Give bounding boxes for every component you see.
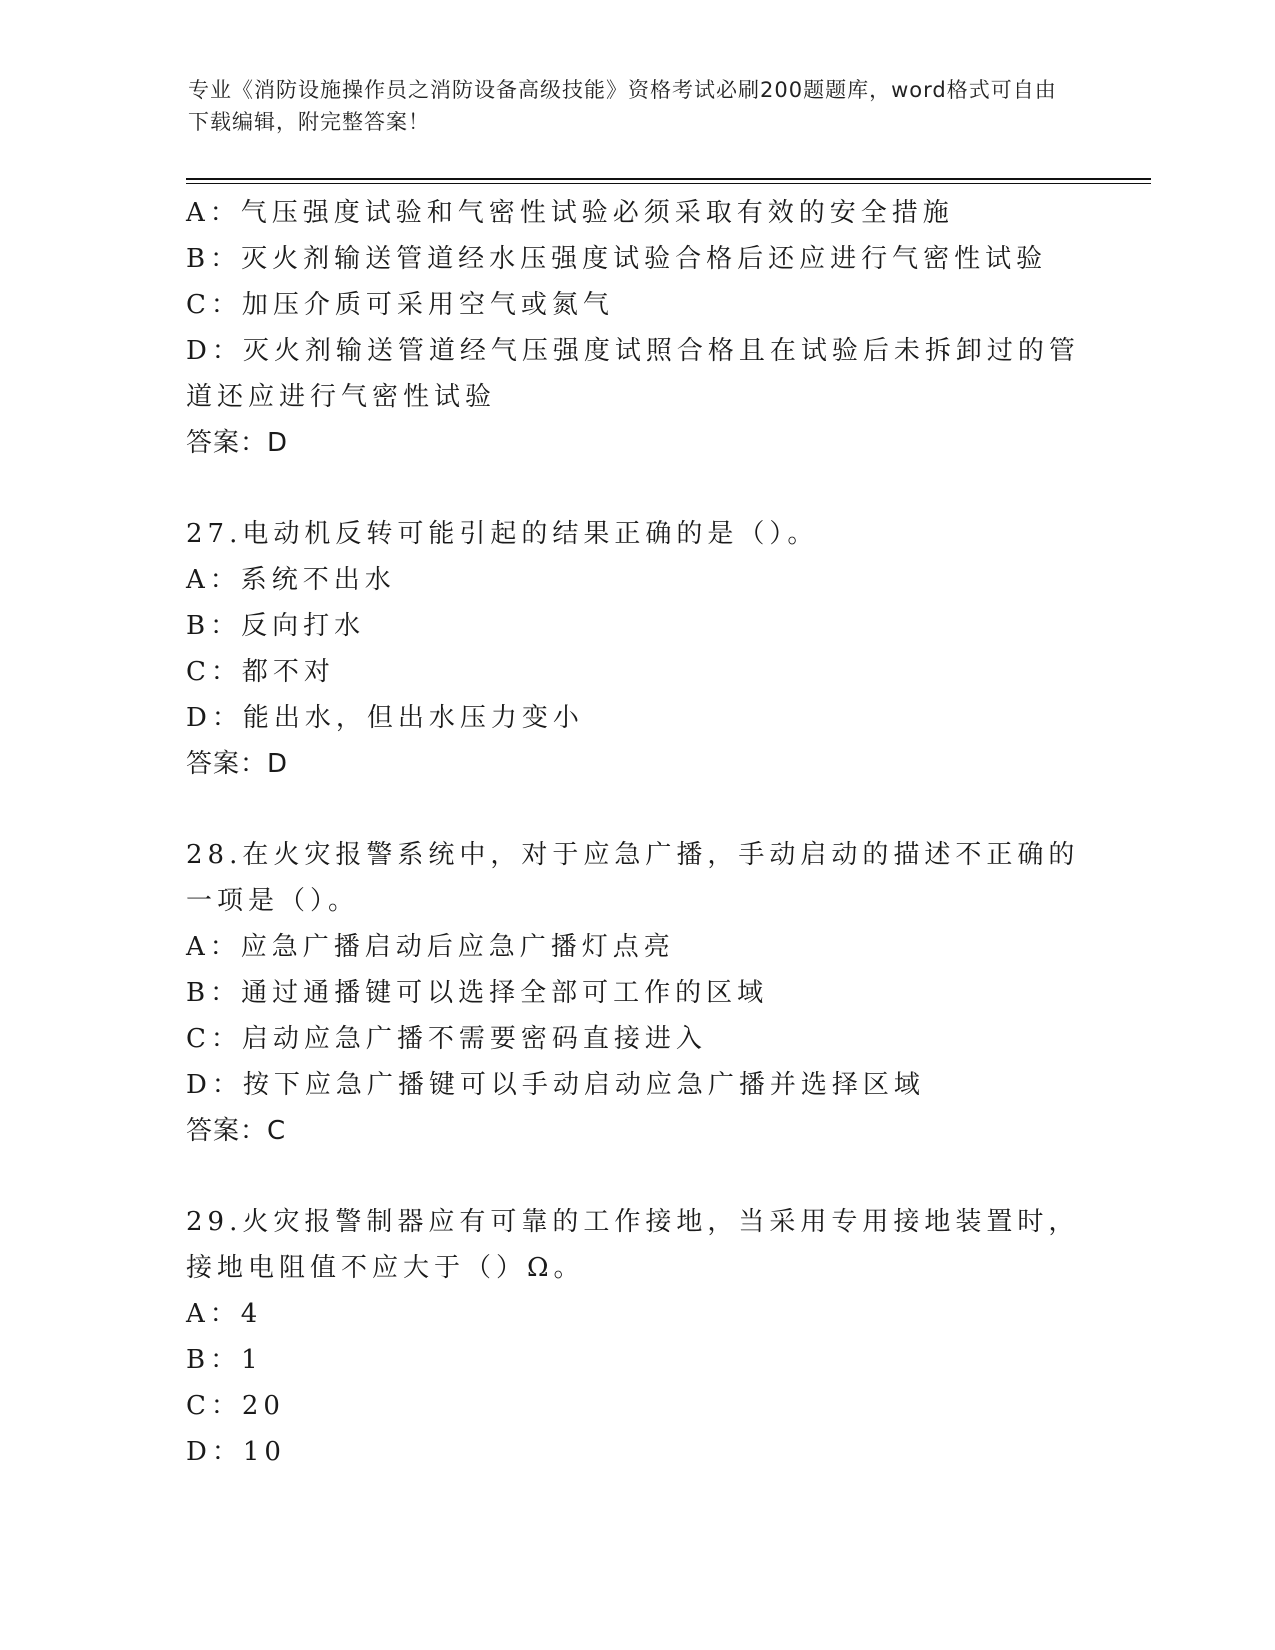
question-block-28: [186, 832, 1086, 1154]
header-rule-thin: [186, 183, 1151, 184]
option-a: A：4: [186, 1299, 263, 1329]
answer-line: 答案：C: [186, 1116, 287, 1146]
option-a: A：气压强度试验和气密性试验必须采取有效的安全措施: [186, 198, 954, 228]
option-c: C：启动应急广播不需要密码直接进入: [186, 1024, 707, 1054]
spacer: [186, 1154, 1086, 1199]
spacer: [186, 466, 1086, 511]
option-d: D：按下应急广播键可以手动启动应急广播并选择区域: [186, 1070, 925, 1100]
question-block-prev: [186, 190, 1086, 466]
option-b: B：通过通播键可以选择全部可工作的区域: [186, 978, 769, 1008]
option-d: D：10: [186, 1437, 286, 1467]
option-c: C：都不对: [186, 657, 335, 687]
option-d: D：灭火剂输送管道经气压强度试照合格且在试验后未拆卸过的管道还应进行气密性试验: [186, 336, 1080, 412]
option-b: B：灭火剂输送管道经水压强度试验合格后还应进行气密性试验: [186, 244, 1048, 274]
option-c: C：加压介质可采用空气或氮气: [186, 290, 614, 320]
document-header: 专业《消防设施操作员之消防设备高级技能》资格考试必刷200题题库，word格式可自由下载编辑，附完整答案！: [188, 78, 1057, 134]
option-b: B：1: [186, 1345, 263, 1375]
option-c: C：20: [186, 1391, 285, 1421]
question-block-29: [186, 1199, 1086, 1475]
option-b: B：反向打水: [186, 611, 366, 641]
option-d: D：能出水，但出水压力变小: [186, 703, 584, 733]
option-a: A：应急广播启动后应急广播灯点亮: [186, 932, 675, 962]
question-stem: 27.电动机反转可能引起的结果正确的是（）。: [186, 519, 819, 549]
question-list: [186, 190, 1086, 1475]
question-block-27: [186, 511, 1086, 787]
spacer: [186, 787, 1086, 832]
answer-line: 答案：D: [186, 428, 289, 458]
question-stem: 29.火灾报警制器应有可靠的工作接地，当采用专用接地装置时，接地电阻值不应大于（）Ω。: [186, 1207, 1080, 1283]
option-a: A：系统不出水: [186, 565, 396, 595]
question-stem: 28.在火灾报警系统中，对于应急广播，手动启动的描述不正确的一项是（）。: [186, 840, 1080, 916]
answer-line: 答案：D: [186, 749, 289, 779]
header-rule-thick: [186, 178, 1151, 180]
